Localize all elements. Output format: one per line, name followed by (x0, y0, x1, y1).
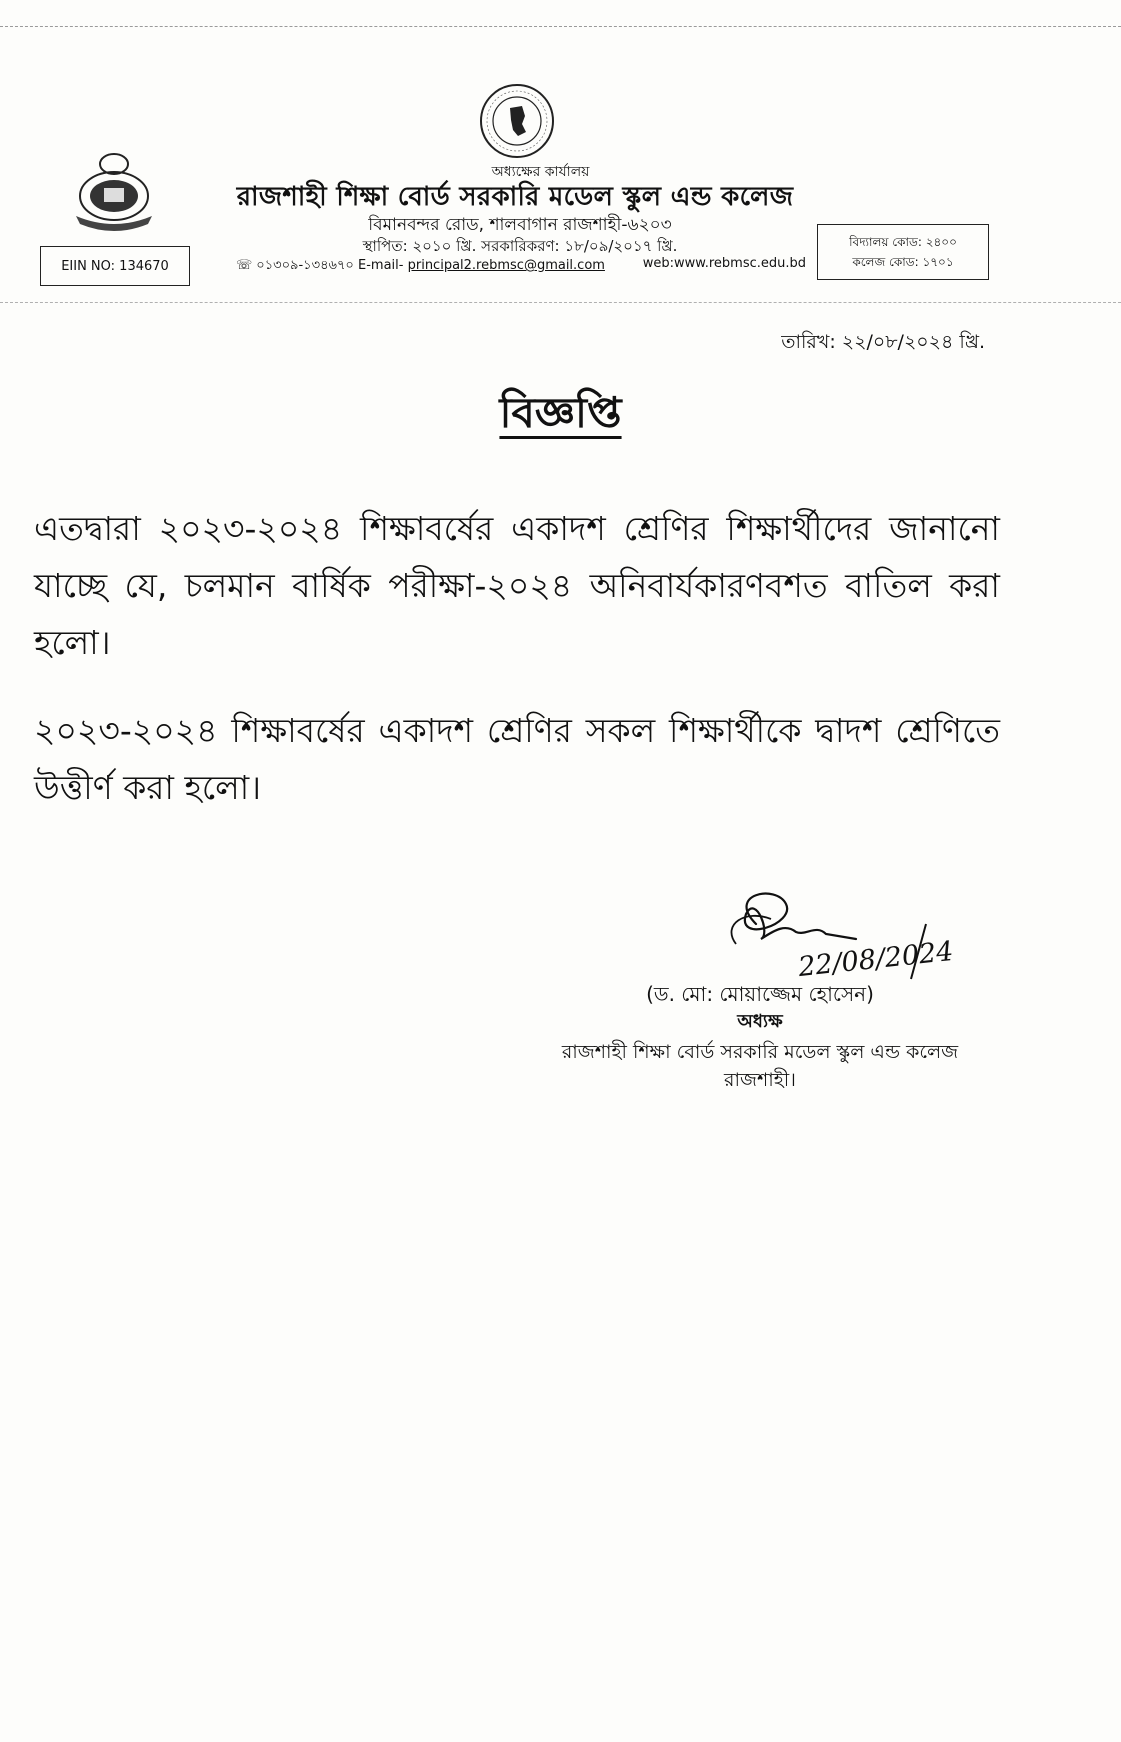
establishment-info: স্থাপিত: ২০১০ খ্রি. সরকারিকরণ: ১৮/০৯/২০১৭ খ্রি. (362, 237, 678, 255)
notice-date: তারিখ: ২২/০৮/২০২৪ খ্রি. (781, 331, 985, 353)
contact-row (236, 256, 806, 276)
signatory-city: রাজশাহী। (724, 1069, 796, 1091)
school-crest-icon (66, 146, 162, 234)
website-link[interactable]: web:www.rebmsc.edu.bd (642, 256, 806, 271)
eiin-box: EIIN NO: 134670 (40, 246, 190, 286)
notice-paragraph-2: ২০২৩-২০২৪ শিক্ষাবর্ষের একাদশ শ্রেণির সকল শিক্ষার্থীকে দ্বাদশ শ্রেণিতে উত্তীর্ণ করা হলো। (34, 711, 1000, 807)
signature (716, 884, 1006, 994)
school-name: রাজশাহী শিক্ষা বোর্ড সরকারি মডেল স্কুল এন্ড কলেজ (236, 182, 794, 212)
signature-date: 22/08/2024 (796, 935, 955, 984)
notice-title-row (0, 380, 1121, 451)
signatory-name: (ড. মো: মোয়াজ্জেম হোসেন) (646, 982, 874, 1006)
signatory-organization: রাজশাহী শিক্ষা বোর্ড সরকারি মডেল স্কুল এন্ড কলেজ (561, 1041, 959, 1063)
notice-title: বিজ্ঞপ্তি (499, 388, 622, 437)
school-code: বিদ্যালয় কোড: ২৪০০ (849, 235, 957, 249)
college-code: কলেজ কোড: ১৭০১ (852, 255, 954, 269)
institution-code-box (817, 224, 989, 280)
header-divider (0, 302, 1121, 303)
email-link[interactable]: principal2.rebmsc@gmail.com (407, 258, 605, 273)
office-label: অধ্যক্ষের কার্যালয় (491, 164, 590, 180)
phone-number: ০১৩০৯-১৩৪৬৭০ (256, 258, 354, 273)
notice-paragraph-1: এতদ্বারা ২০২৩-২০২৪ শিক্ষাবর্ষের একাদশ শ্রেণির শিক্ষার্থীদের জানানো যাচ্ছে যে, চলমান বার্ষিক পরীক্ষা-২০২৪ অনিবার্যকারণবশত বাতিল করা হলো। (34, 509, 1000, 662)
school-address: বিমানবন্দর রোড, শালবাগান রাজশাহী-৬২০৩ (368, 215, 672, 235)
email-label: E-mail- (358, 258, 404, 273)
government-seal-icon (478, 82, 556, 160)
signatory-title: অধ্যক্ষ (737, 1011, 783, 1032)
top-scan-edge (0, 26, 1121, 27)
phone-icon: ☏ (236, 258, 253, 273)
